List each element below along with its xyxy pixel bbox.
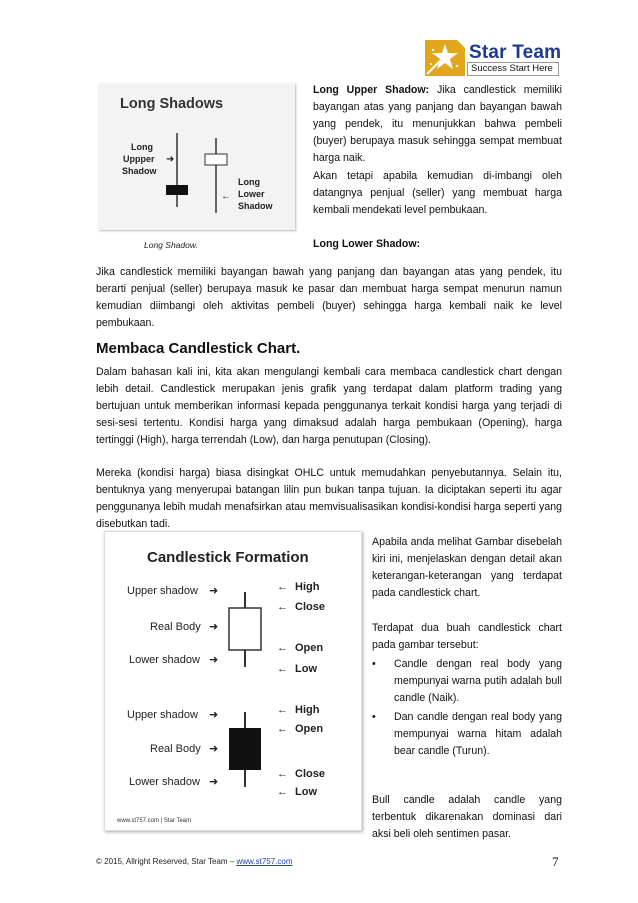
- figure1-caption: Long Shadow.: [144, 240, 198, 250]
- bear-lower-shadow-label: Lower shadow: [129, 776, 200, 788]
- bullet-icon: •: [372, 711, 376, 723]
- arrow-left-icon: ←: [277, 663, 288, 675]
- arrow-right-icon: ➜: [209, 621, 219, 633]
- arrow-left-icon: ←: [277, 768, 288, 780]
- arrow-right-icon: ➜: [166, 154, 175, 165]
- bear-candle-body: [166, 185, 188, 195]
- arrow-right-icon: ➜: [209, 585, 219, 597]
- bull-high-label: High: [295, 581, 320, 593]
- footer-text: © 2015, Allright Reserved, Star Team –: [96, 857, 237, 866]
- figure1-upper-label-3: Shadow: [122, 166, 157, 176]
- logo-tagline: Success Start Here: [471, 63, 553, 74]
- page-number: 7: [552, 854, 559, 869]
- arrow-left-icon: ←: [221, 191, 231, 202]
- bull-low-label: Low: [295, 663, 317, 675]
- upper-shadow-lead: Long Upper Shadow:: [313, 84, 430, 96]
- lower-shadow-lead: Long Lower Shadow:: [313, 238, 421, 250]
- bullet-text: Candle dengan real body yang mempunyai warna putih adalah bull candle (Naik).: [394, 658, 562, 704]
- figure1-lower-label-1: Long: [238, 177, 260, 187]
- side-paragraph-3: Bull candle adalah candle yang terbentuk dikarenakan dominasi dari aksi beli oleh sentimen pasar.: [372, 794, 562, 840]
- bull-candle-body: [205, 154, 227, 165]
- arrow-right-icon: ➜: [209, 654, 219, 666]
- candlestick-formation-diagram: [105, 532, 363, 832]
- figure1-upper-label-1: Long: [131, 142, 153, 152]
- star-team-logo: [423, 36, 563, 80]
- long-shadows-diagram: [98, 83, 295, 230]
- bear-high-label: High: [295, 704, 320, 716]
- list-item: [350, 656, 562, 707]
- figure1-lower-label-3: Shadow: [238, 201, 273, 211]
- bear-low-label: Low: [295, 786, 317, 798]
- bear-real-body: [229, 728, 261, 770]
- figure1-lower-label-2: Lower: [238, 189, 265, 199]
- arrow-right-icon: ➜: [209, 776, 219, 788]
- arrow-left-icon: ←: [277, 723, 288, 735]
- arrow-left-icon: ←: [277, 786, 288, 798]
- figure2-title: Candlestick Formation: [147, 549, 309, 566]
- side-paragraph-2: Terdapat dua buah candlestick chart pada gambar tersebut:: [372, 622, 562, 651]
- arrow-right-icon: ➜: [209, 709, 219, 721]
- star-logo-icon: [423, 36, 467, 78]
- bull-close-label: Close: [295, 601, 325, 613]
- arrow-left-icon: ←: [277, 581, 288, 593]
- figure-long-shadows: [98, 83, 295, 230]
- arrow-right-icon: ➜: [209, 743, 219, 755]
- figure2-credit: www.st757.com | Star Team: [117, 818, 192, 824]
- upper-shadow-text: Jika candlestick memiliki bayangan atas yang panjang dan bayangan bawah yang pendek, itu menunjukkan bahwa pembeli (buyer) berupaya masuk sehingga sempat membuat harga naik.: [313, 84, 562, 164]
- side-paragraph-1: Apabila anda melihat Gambar disebelah kiri ini, menjelaskan dengan detail akan keterangan-keterangan yang terdapat pada candlestick chart.: [372, 536, 562, 599]
- bull-upper-shadow-label: Upper shadow: [127, 585, 198, 597]
- bear-close-label: Close: [295, 768, 325, 780]
- footer-link[interactable]: www.st757.com: [236, 857, 293, 866]
- list-item: [350, 709, 562, 760]
- arrow-left-icon: ←: [277, 642, 288, 654]
- figure1-title: Long Shadows: [120, 96, 224, 112]
- bull-open-label: Open: [295, 642, 324, 654]
- figure-candlestick-formation: [104, 531, 362, 831]
- arrow-left-icon: ←: [277, 601, 288, 613]
- bear-upper-shadow-label: Upper shadow: [127, 709, 198, 721]
- side-bullet-list: [350, 656, 562, 760]
- bear-real-body-label: Real Body: [150, 743, 201, 755]
- upper-shadow-paragraph-2: Akan tetapi apabila kemudian di-imbangi oleh datangnya penjual (seller) yang membuat harga kembali mendekati level pembukaan.: [313, 170, 562, 216]
- bullet-icon: •: [372, 658, 376, 670]
- arrow-left-icon: ←: [277, 704, 288, 716]
- bull-real-body: [229, 608, 261, 650]
- footer-copyright: [96, 857, 293, 866]
- section-heading: Membaca Candlestick Chart.: [96, 340, 301, 357]
- bull-lower-shadow-label: Lower shadow: [129, 654, 200, 666]
- section-paragraph-1: Dalam bahasan kali ini, kita akan mengulangi kembali cara membaca candlestick chart dengan lebih detail. Candlestick merupakan jenis grafik yang terdapat dalam platform trading yang bertujuan untuk memberikan informasi kepada penggunanya terkait kondisi harga yang terjadi di sesi-sesi tertentu. Kondisi harga yang dimaksud adalah harga pembukaan (Opening), harga tertinggi (High), harga terrendah (Low), dan harga penutupan (Closing).: [96, 366, 562, 446]
- bear-open-label: Open: [295, 723, 324, 735]
- lower-shadow-paragraph: Jika candlestick memiliki bayangan bawah yang panjang dan bayangan atas yang pendek, itu berarti penjual (seller) berupaya masuk ke pasar dan membuat harga sempat menurun namun kemudian diimbangi oleh aktivitas pembeli (buyer) sehingga harga kembali naik ke level pembukaan.: [96, 266, 562, 329]
- logo-title: Star Team: [469, 42, 562, 63]
- bull-real-body-label: Real Body: [150, 621, 201, 633]
- figure1-upper-label-2: Uppper: [123, 154, 155, 164]
- upper-shadow-paragraph: [313, 82, 562, 167]
- bullet-text: Dan candle dengan real body yang mempunyai warna hitam adalah bear candle (Turun).: [394, 711, 562, 757]
- section-paragraph-2: Mereka (kondisi harga) biasa disingkat OHLC untuk memudahkan penyebutannya. Selain itu, bentuknya yang menyerupai batangan lilin pun bukan tanpa tujuan. Ia diciptakan seperti itu agar penggunanya lebih mudah menafsirkan atau memvisualisasikan kondisi-kondisi harga seperti yang disebutkan tadi.: [96, 467, 562, 530]
